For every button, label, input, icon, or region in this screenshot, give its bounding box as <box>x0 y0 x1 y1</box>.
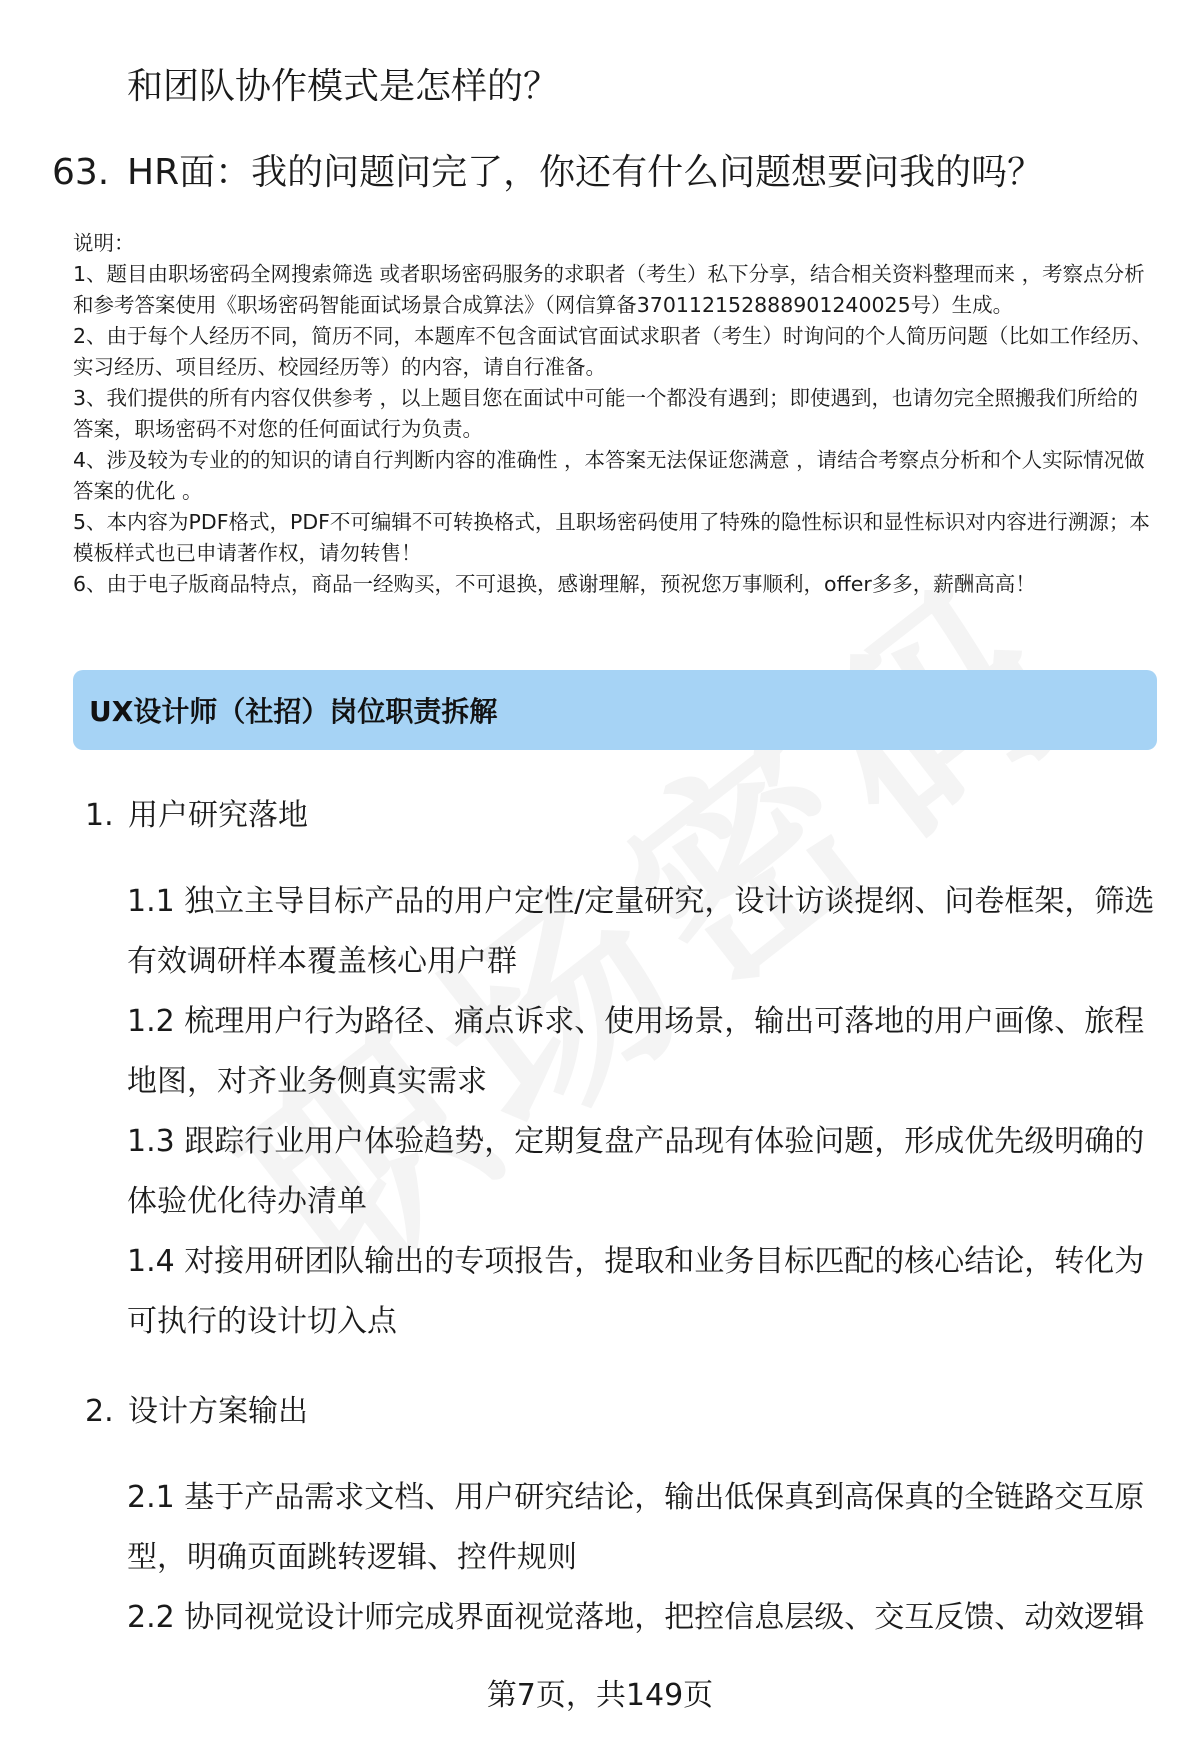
section-title: 设计方案输出 <box>128 1394 308 1429</box>
section-number: 1. <box>85 798 114 833</box>
question-63 <box>52 144 1043 195</box>
page-footer: 第7页，共149页 <box>486 1678 714 1713</box>
note-item: 5、本内容为PDF格式，PDF不可编辑不可转换格式，且职场密码使用了特殊的隐性标识和显性标识对内容进行溯源；本模板样式也已申请著作权，请勿转售！ <box>73 510 1150 565</box>
note-item: 4、涉及较为专业的的知识的请自行判断内容的准确性 ，本答案无法保证您满意 ，请结合考察点分析和个人实际情况做答案的优化 。 <box>73 448 1145 503</box>
list-item: 1.3 跟踪行业用户体验趋势，定期复盘产品现有体验问题，形成优先级明确的体验优化待办清单 <box>127 1124 1145 1219</box>
list-item: 1.2 梳理用户行为路径、痛点诉求、使用场景，输出可落地的用户画像、旅程地图，对齐业务侧真实需求 <box>127 1004 1145 1099</box>
note-item: 3、我们提供的所有内容仅供参考 ，以上题目您在面试中可能一个都没有遇到；即使遇到，也请勿完全照搬我们所给的答案，职场密码不对您的任何面试行为负责。 <box>73 386 1139 441</box>
section-heading-1 <box>85 790 308 834</box>
banner-title: UX设计师（社招）岗位职责拆解 <box>89 695 498 728</box>
section-title: 用户研究落地 <box>128 798 308 833</box>
previous-question-continuation: 和团队协作模式是怎样的？ <box>127 66 560 107</box>
note-item: 2、由于每个人经历不同，简历不同，本题库不包含面试官面试求职者（考生）时询问的个人简历问题（比如工作经历、实习经历、项目经历、校园经历等）的内容，请自行准备。 <box>73 324 1153 379</box>
list-item: 1.4 对接用研团队输出的专项报告，提取和业务目标匹配的核心结论，转化为可执行的设计切入点 <box>127 1244 1145 1339</box>
notes-block <box>73 228 1158 600</box>
notes-heading: 说明： <box>73 231 135 255</box>
section-banner <box>73 670 1157 750</box>
section-heading-2 <box>85 1386 308 1430</box>
section-number: 2. <box>85 1394 114 1429</box>
question-number: 63. <box>52 152 110 193</box>
note-item: 1、题目由职场密码全网搜索筛选 或者职场密码服务的求职者（考生）私下分享，结合相关资料整理而来 ，考察点分析和参考答案使用《职场密码智能面试场景合成算法》（网信算备370112152888901240025号）生成。 <box>73 262 1145 317</box>
list-item: 2.2 协同视觉设计师完成界面视觉落地，把控信息层级、交互反馈、动效逻辑 <box>127 1600 1145 1635</box>
question-text: HR面：我的问题问完了，你还有什么问题想要问我的吗？ <box>127 152 1044 193</box>
list-item: 1.1 独立主导目标产品的用户定性/定量研究，设计访谈提纲、问卷框架，筛选有效调研样本覆盖核心用户群 <box>127 884 1155 979</box>
note-item: 6、由于电子版商品特点，商品一经购买，不可退换，感谢理解，预祝您万事顺利，offer多多，薪酬高高！ <box>73 572 1036 596</box>
list-item: 2.1 基于产品需求文档、用户研究结论，输出低保真到高保真的全链路交互原型，明确页面跳转逻辑、控件规则 <box>127 1480 1145 1575</box>
